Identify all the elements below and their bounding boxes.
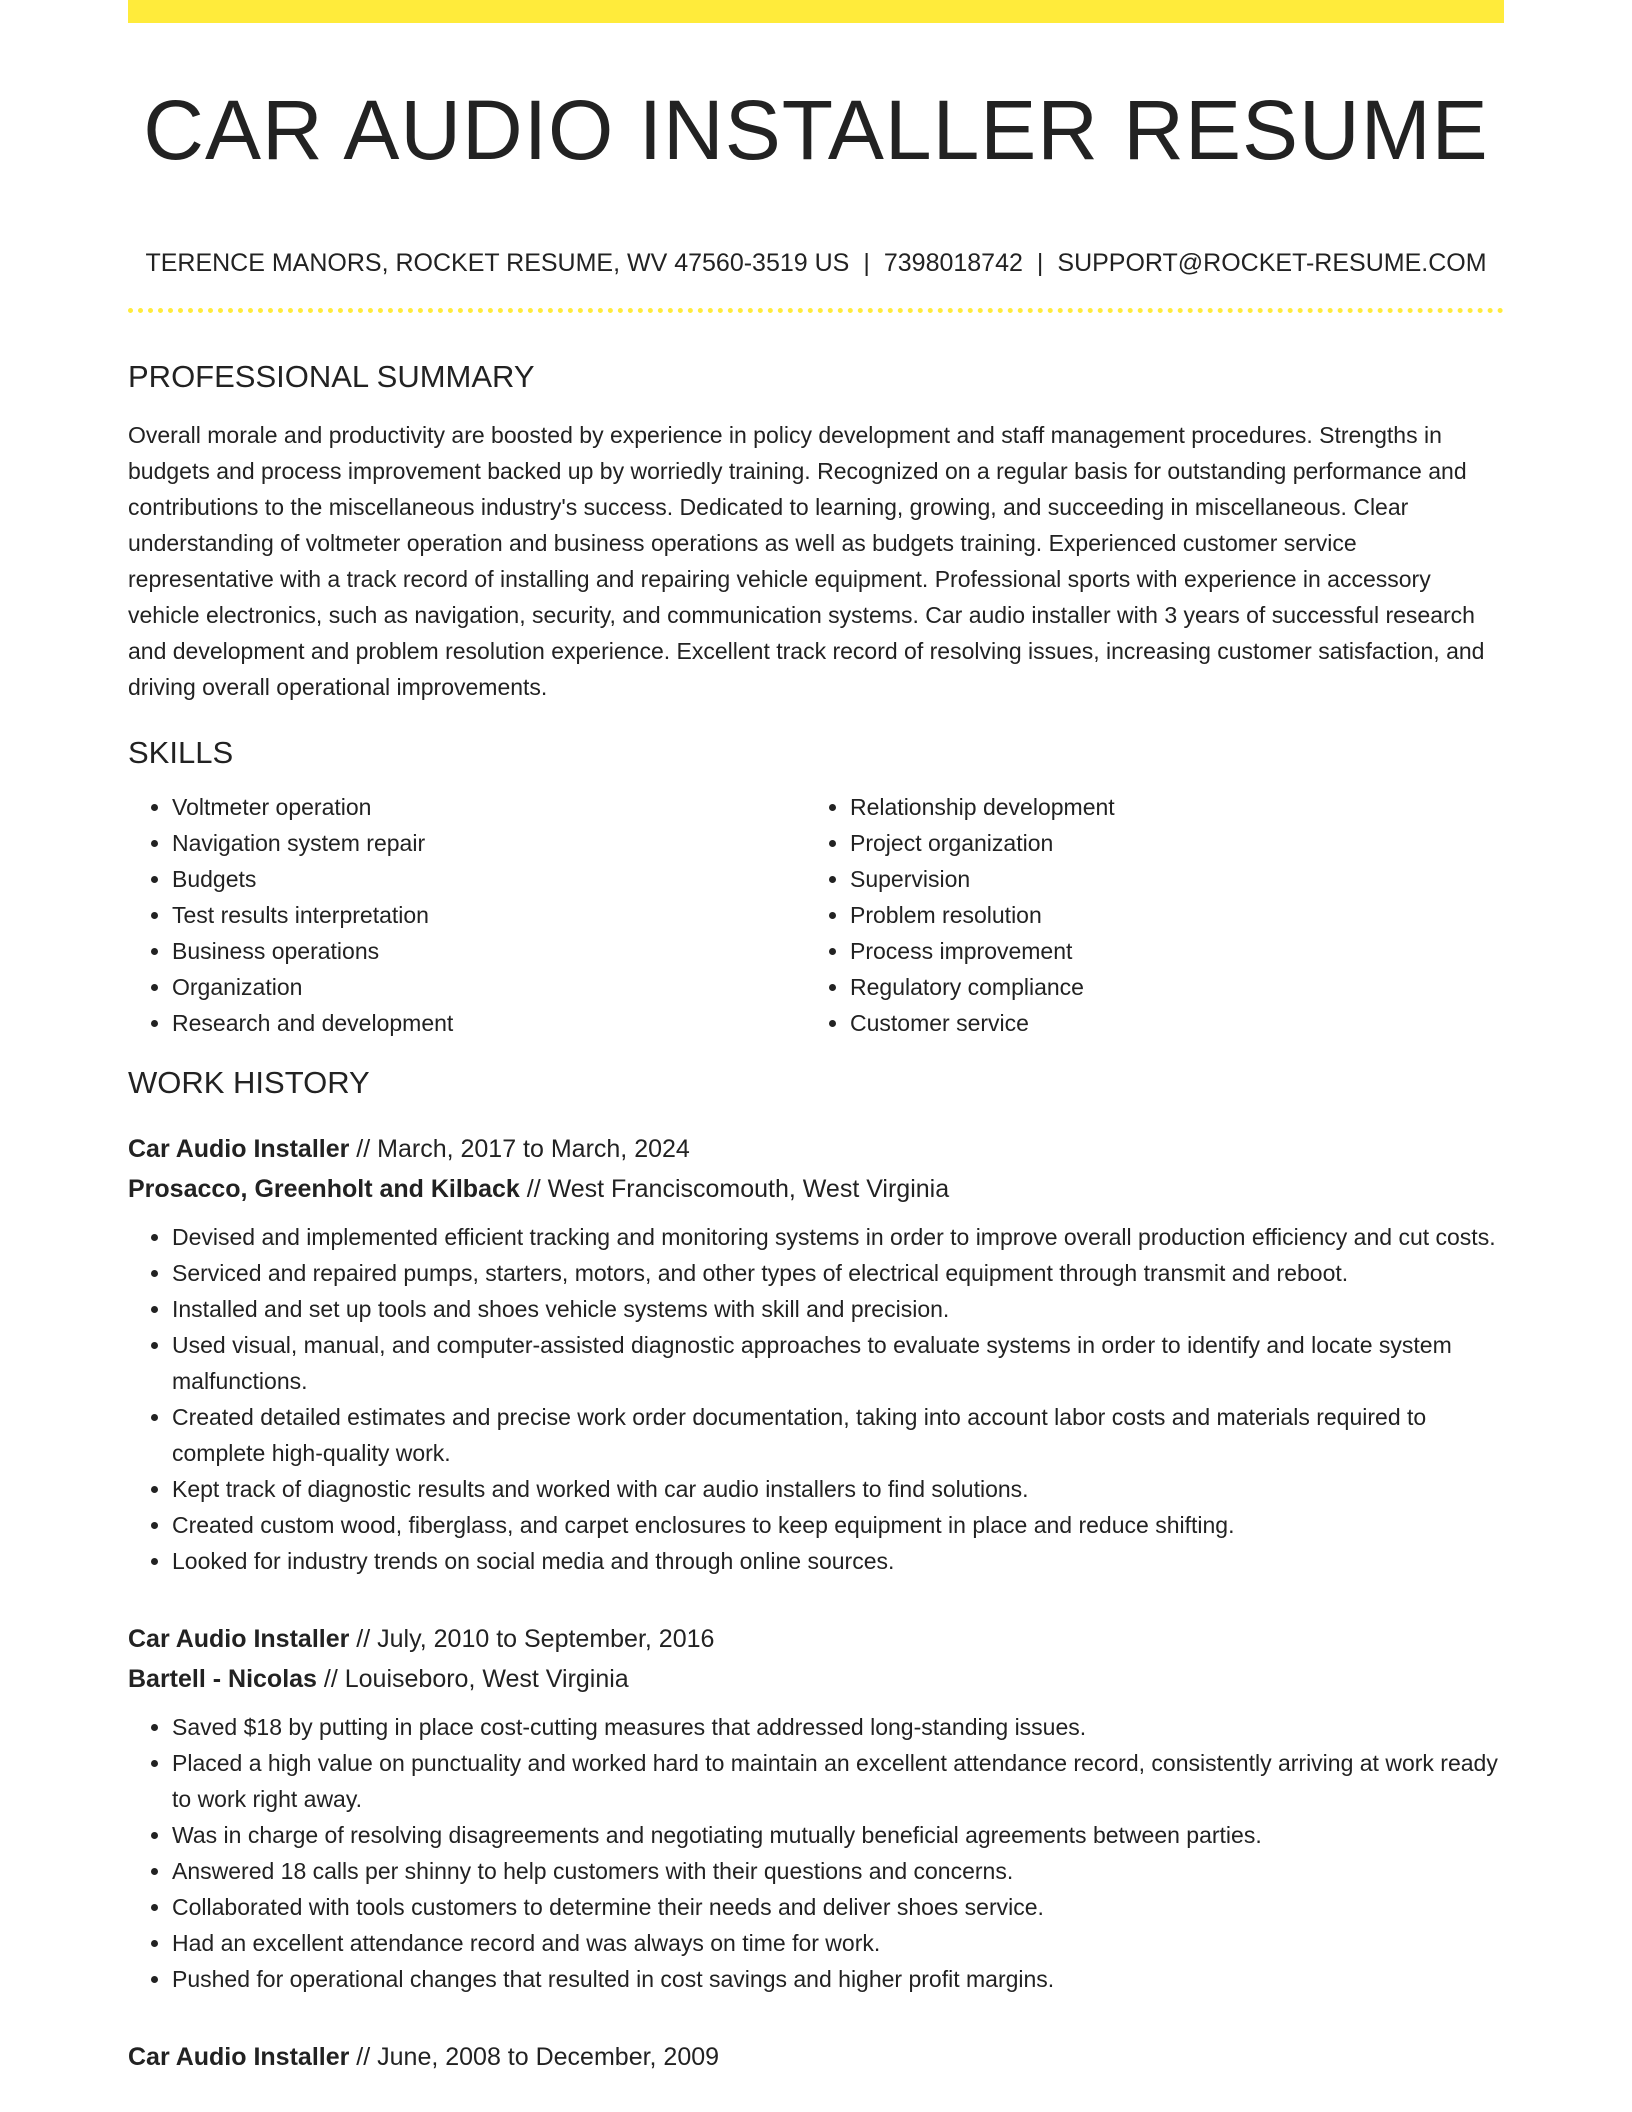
contact-email[interactable]: SUPPORT@ROCKET-RESUME.COM — [1057, 249, 1487, 277]
job-title-line — [128, 2037, 1504, 2077]
job-bullet: • Kept track of diagnostic results and worked with car audio installers to find solutions. — [172, 1471, 1504, 1507]
contact-phone[interactable]: 7398018742 — [883, 249, 1023, 277]
skill-item: • Research and development — [172, 1005, 806, 1041]
job-bullet: • Created detailed estimates and precise work order documentation, taking into account labor costs and materials required to complete high-quality work. — [172, 1399, 1504, 1471]
job-company-line — [128, 1659, 1504, 1699]
job-bullet: • Pushed for operational changes that resulted in cost savings and higher profit margins. — [172, 1961, 1504, 1997]
job-bullet: • Used visual, manual, and computer-assisted diagnostic approaches to evaluate systems in order to identify and locate system malfunctions. — [172, 1327, 1504, 1399]
skills-grid — [128, 789, 1504, 1041]
job-bullets — [128, 1709, 1504, 1997]
job-entry — [128, 1129, 1504, 1579]
skill-item: • Test results interpretation — [172, 897, 806, 933]
dotted-divider — [128, 308, 1504, 313]
job-bullet: • Looked for industry trends on social media and through online sources. — [172, 1543, 1504, 1579]
skills-left-column — [128, 789, 806, 1041]
contact-separator: | — [1036, 249, 1044, 277]
job-title: Car Audio Installer — [128, 1625, 350, 1653]
skill-item: • Problem resolution — [850, 897, 1484, 933]
job-bullet: • Saved $18 by putting in place cost-cutting measures that addressed long-standing issues. — [172, 1709, 1504, 1745]
job-dates: July, 2010 to September, 2016 — [377, 1625, 715, 1653]
job-location: Louiseboro, West Virginia — [344, 1665, 629, 1693]
contact-address: TERENCE MANORS, ROCKET RESUME, WV 47560-3519 US — [145, 249, 850, 277]
summary-text: Overall morale and productivity are boosted by experience in policy development and staff management procedures. Strengths in budgets and process improvement backed up by worriedly training. Recognized on a regular basis for outstanding performance and contributions to the miscellaneous industry's success. Dedicated to learning, growing, and succeeding in miscellaneous. Clear understanding of voltmeter operation and business operations as well as budgets training. Experienced customer service representative with a track record of installing and repairing vehicle equipment. Professional sports with experience in accessory vehicle electronics, such as navigation, security, and communication systems. Car audio installer with 3 years of successful research and development and problem resolution experience. Excellent track record of resolving issues, increasing customer satisfaction, and driving overall operational improvements. — [128, 422, 1485, 700]
job-company-line — [128, 1169, 1504, 1209]
job-bullet: • Serviced and repaired pumps, starters, motors, and other types of electrical equipment through transmit and reboot. — [172, 1255, 1504, 1291]
job-title-line — [128, 1129, 1504, 1169]
job-title: Car Audio Installer — [128, 1135, 350, 1163]
job-bullet: • Placed a high value on punctuality and worked hard to maintain an excellent attendance record, consistently arriving at work ready to work right away. — [172, 1745, 1504, 1817]
contact-separator: | — [863, 249, 870, 277]
contact-line — [128, 246, 1504, 280]
job-separator: // — [349, 1135, 378, 1163]
job-bullet: • Had an excellent attendance record and was always on time for work. — [172, 1925, 1504, 1961]
job-company: Prosacco, Greenholt and Kilback — [128, 1175, 520, 1203]
job-separator: // — [519, 1175, 548, 1203]
job-bullets — [128, 1219, 1504, 1579]
job-separator: // — [316, 1665, 345, 1693]
skill-item: • Regulatory compliance — [850, 969, 1484, 1005]
job-separator: // — [349, 2043, 378, 2071]
job-title: Car Audio Installer — [128, 2043, 350, 2071]
job-bullet: • Installed and set up tools and shoes vehicle systems with skill and precision. — [172, 1291, 1504, 1327]
skill-item: • Process improvement — [850, 933, 1484, 969]
skill-item: • Organization — [172, 969, 806, 1005]
job-entry — [128, 1619, 1504, 1997]
job-dates: March, 2017 to March, 2024 — [377, 1135, 690, 1163]
skill-item: • Supervision — [850, 861, 1484, 897]
job-dates: June, 2008 to December, 2009 — [377, 2043, 720, 2071]
resume-title: CAR AUDIO INSTALLER RESUME — [143, 83, 1489, 177]
job-bullet: • Collaborated with tools customers to determine their needs and deliver shoes service. — [172, 1889, 1504, 1925]
job-bullet: • Devised and implemented efficient tracking and monitoring systems in order to improve overall production efficiency and cut costs. — [172, 1219, 1504, 1255]
skill-item: • Budgets — [172, 861, 806, 897]
resume-content — [128, 0, 1504, 2077]
summary-heading: PROFESSIONAL SUMMARY — [128, 359, 535, 394]
skill-item: • Customer service — [850, 1005, 1484, 1041]
job-bullet: • Was in charge of resolving disagreements and negotiating mutually beneficial agreements between parties. — [172, 1817, 1504, 1853]
skill-item: • Relationship development — [850, 789, 1484, 825]
skill-item: • Project organization — [850, 825, 1484, 861]
job-separator: // — [349, 1625, 378, 1653]
skill-item: • Business operations — [172, 933, 806, 969]
job-entry — [128, 2037, 1504, 2077]
job-location: West Franciscomouth, West Virginia — [547, 1175, 950, 1203]
job-bullet: • Answered 18 calls per shinny to help customers with their questions and concerns. — [172, 1853, 1504, 1889]
skills-right-column — [806, 789, 1484, 1041]
job-company: Bartell - Nicolas — [128, 1665, 317, 1693]
skills-heading: SKILLS — [128, 735, 234, 770]
job-title-line — [128, 1619, 1504, 1659]
work-history-heading: WORK HISTORY — [128, 1065, 370, 1100]
job-bullet: • Created custom wood, fiberglass, and carpet enclosures to keep equipment in place and reduce shifting. — [172, 1507, 1504, 1543]
skill-item: • Navigation system repair — [172, 825, 806, 861]
skill-item: • Voltmeter operation — [172, 789, 806, 825]
